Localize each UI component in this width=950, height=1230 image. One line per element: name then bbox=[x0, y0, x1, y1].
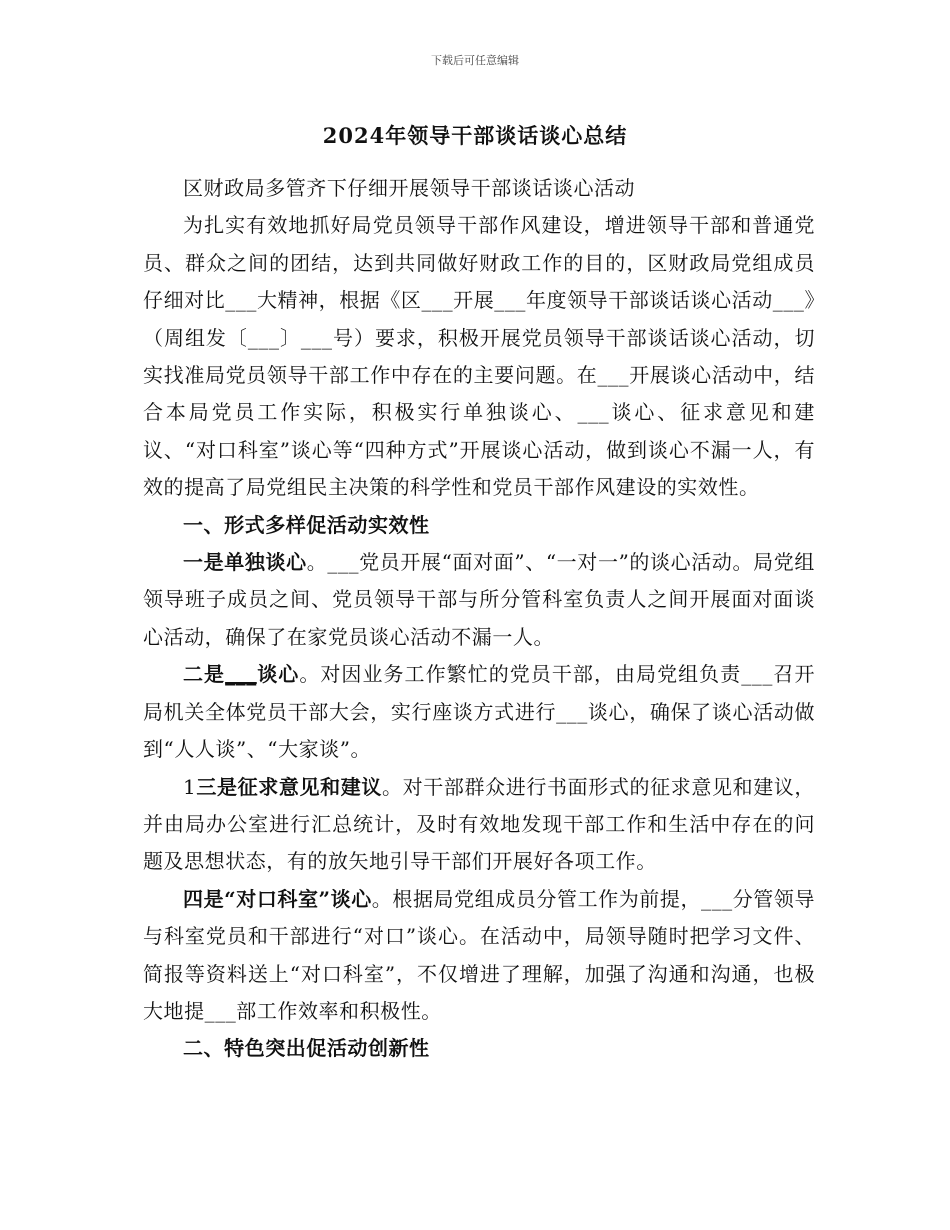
section-heading-1: 一、形式多样促活动实效性 bbox=[183, 512, 430, 537]
item-3-lead: 三是征求意见和建议 bbox=[196, 774, 382, 799]
intro-paragraph: 为扎实有效地抓好局党员领导干部作风建设，增进领导干部和普通党员、群众之间的团结，达到共同做好财政工作的目的，区财政局党组成员仔细对比___大精神，根据《区___开展___年度领导干部谈话谈心活动___》（周组发〔___〕___号）要求，积极开展党员领导干部谈话谈心活动，切实找准局党员领导干部工作中存在的主要问题。在___开展谈心活动中，结合本局党员工作实际，积极实行单独谈心、___谈心、征求意见和建议、“对口科室”谈心等“四种方式”开展谈心活动，做到谈心不漏一人，有效的提高了局党组民主决策的科学性和党员干部作风建设的实效性。 bbox=[143, 213, 815, 500]
item-3-prefix: 1 bbox=[183, 774, 197, 799]
paragraph-item-3 bbox=[143, 769, 815, 881]
item-2-lead-blank: ___ bbox=[225, 662, 257, 687]
item-1-lead: 一是单独谈心 bbox=[183, 550, 307, 575]
item-2-lead-a: 二是 bbox=[183, 662, 226, 687]
item-3-text: 。对干部群众进行书面形式的征求意见和建议，并由局办公室进行汇总统计，及时有效地发现干部工作和生活中存在的问题及思想状态，有的放矢地引导干部们开展好各项工作。 bbox=[143, 774, 815, 874]
document-body bbox=[143, 170, 815, 1068]
subtitle: 区财政局多管齐下仔细开展领导干部谈话谈心活动 bbox=[183, 176, 636, 200]
item-2-lead-b: 谈心 bbox=[256, 662, 300, 687]
item-4-lead: 四是“对口科室”谈心 bbox=[183, 886, 372, 911]
item-4-text: 。根据局党组成员分管工作为前提，___分管领导与科室党员和干部进行“对口”谈心。在活动中，局领导随时把学习文件、简报等资料送上“对口科室”，不仅增进了理解，加强了沟通和沟通，也极大地提___部工作效率和积极性。 bbox=[143, 886, 815, 1023]
item-2-lead bbox=[183, 662, 299, 686]
paragraph-item-1 bbox=[143, 544, 815, 656]
paragraph-item-2 bbox=[143, 656, 815, 768]
item-2-text: 。对因业务工作繁忙的党员干部，由局党组负责___召开局机关全体党员干部大会，实行座谈方式进行___谈心，确保了谈心活动做到“人人谈”、“大家谈”。 bbox=[143, 662, 815, 762]
paragraph-item-4 bbox=[143, 881, 815, 1031]
document-title: 2024年领导干部谈话谈心总结 bbox=[322, 123, 628, 148]
section-heading-2: 二、特色突出促活动创新性 bbox=[183, 1036, 430, 1061]
header-note: 下载后可任意编辑 bbox=[431, 54, 519, 67]
item-1-text: 。___党员开展“面对面”、“一对一”的谈心活动。局党组领导班子成员之间、党员领导干部与所分管科室负责人之间开展面对面谈心活动，确保了在家党员谈心活动不漏一人。 bbox=[143, 550, 815, 649]
